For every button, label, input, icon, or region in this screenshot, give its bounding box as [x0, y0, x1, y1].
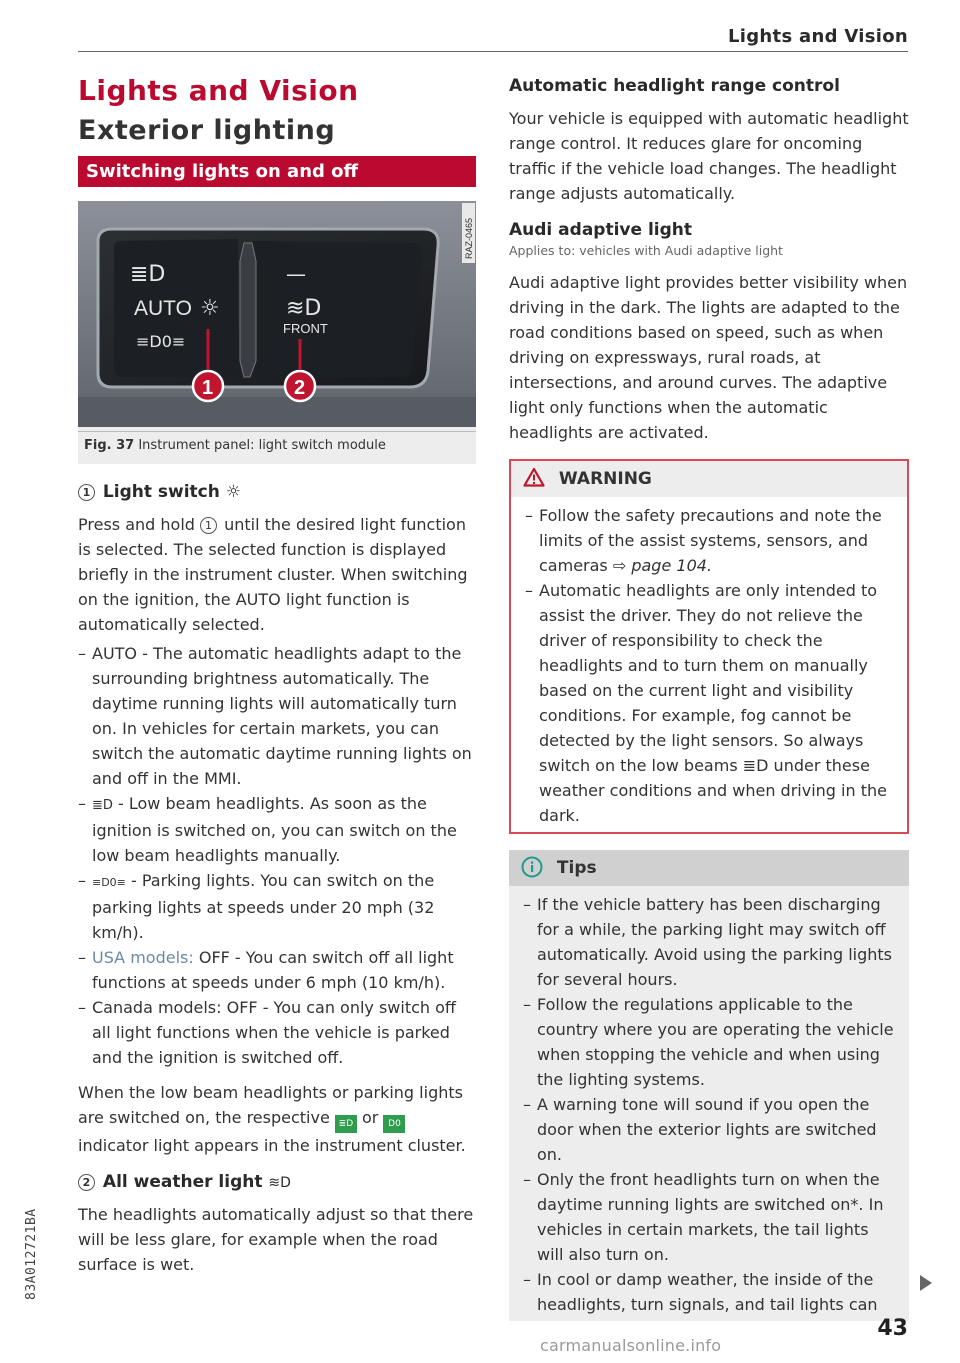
- light-switch-body: [78, 512, 476, 1158]
- light-function-list: [78, 641, 476, 1070]
- list-item-usa: [78, 945, 476, 995]
- applies-to-note: Applies to: vehicles with Audi adaptive light: [509, 243, 783, 258]
- list-item-canada: – Canada models: OFF - You can only switch off all light functions when the vehicle is parked and the ignition is switched off.: [78, 995, 476, 1070]
- all-weather-icon: ≋D: [268, 1175, 291, 1191]
- front-label: FRONT: [283, 321, 328, 336]
- list-item-parking: [78, 868, 476, 945]
- lowbeam-symbol: ≣D: [130, 262, 166, 287]
- running-header: Lights and Vision: [728, 26, 908, 47]
- list-item-auto: – AUTO - The automatic headlights adapt to the surrounding brightness automatically. The daytime running lights will automatically turn on. In vehicles for certain markets, you can switch the automatic daytime running lights on and off in the MMI.: [78, 641, 476, 791]
- section-title: Exterior lighting: [78, 115, 336, 146]
- warning-item-1-text: Follow the safety precautions and note the limits of the assist systems, sensors, and cameras: [539, 506, 882, 575]
- intro-part-b: until the desired light function is selected. The selected function is displayed briefly in the instrument cluster. When switching on the ignition, the AUTO light function is automatically selected.: [78, 515, 468, 634]
- callout-1-label: 1: [202, 377, 214, 399]
- page-reference-link[interactable]: ⇨ page 104.: [612, 556, 713, 575]
- tip-item-3: – A warning tone will sound if you open the door when the exterior lights are switched on.: [523, 1092, 895, 1167]
- parking-icon: ≡D0≡: [92, 876, 126, 889]
- list-item-lowbeam: [78, 791, 476, 868]
- warning-title: WARNING: [558, 469, 652, 489]
- inline-marker-1: 1: [200, 517, 217, 534]
- warning-item-1: [525, 503, 893, 578]
- light-switch-photo: [78, 201, 476, 427]
- tips-header: [509, 850, 909, 886]
- adaptive-heading: Audi adaptive light: [509, 220, 692, 240]
- light-switch-title: Light switch: [102, 482, 220, 502]
- lowbeam-icon: ≣D: [92, 798, 113, 813]
- all-weather-title: All weather light: [102, 1172, 263, 1192]
- right-column: [509, 76, 909, 1321]
- figure-code: RAZ-0465: [464, 217, 474, 259]
- header-rule: [78, 51, 908, 52]
- parking-indicator-icon: D0: [383, 1115, 405, 1133]
- all-weather-body: [78, 1202, 476, 1277]
- item-1-marker: 1: [78, 484, 95, 501]
- chapter-title: Lights and Vision: [78, 74, 359, 107]
- intro-part-a: Press and hold: [78, 515, 195, 534]
- warning-list: [511, 497, 907, 832]
- tip-item-4: – Only the front headlights turn on when the daytime running lights are switched on*. In vehicles in certain markets, the tail lights will also turn on.: [523, 1167, 895, 1267]
- figure-37: [78, 201, 476, 464]
- caption-number: Fig. 37: [84, 438, 135, 453]
- auto-range-text: Your vehicle is equipped with automatic headlight range control. It reduces glare for oncoming traffic if the vehicle load changes. The headlight range adjusts automatically.: [509, 109, 909, 203]
- item-2-marker: 2: [78, 1174, 95, 1191]
- adaptive-text: Audi adaptive light provides better visibility when driving in the dark. The lights are adapted to the road conditions based on speed, such as when driving on expressways, rural roads, at intersections, and around curves. The adaptive light only functions when the automatic headlights are activated.: [509, 273, 908, 442]
- usa-label: USA models:: [92, 948, 194, 967]
- parking-text: - Parking lights. You can switch on the parking lights at speeds under 20 mph (32 km/h).: [92, 871, 435, 942]
- auto-range-heading: Automatic headlight range control: [509, 76, 840, 96]
- warning-triangle-icon: [523, 467, 545, 487]
- off-mark: —: [286, 262, 306, 286]
- caption-text: Instrument panel: light switch module: [138, 438, 386, 453]
- warning-box: [509, 459, 909, 834]
- info-icon: [521, 856, 543, 878]
- watermark: carmanualsonline.info: [540, 1336, 722, 1355]
- topic-bar: Switching lights on and off: [78, 156, 476, 187]
- left-column: [78, 74, 476, 1277]
- document-code: 83A012721BA: [24, 1208, 39, 1300]
- tips-list: [509, 886, 909, 1321]
- sun-icon: ☼: [225, 482, 242, 502]
- sun-symbol: ☼: [200, 296, 220, 321]
- tip-item-1: – If the vehicle battery has been discharging for a while, the parking light may switch off automatically. Avoid using the parking lights for several hours.: [523, 892, 895, 992]
- lowbeam-text: - Low beam headlights. As soon as the ignition is switched on, you can switch on the low beam headlights manually.: [92, 794, 457, 865]
- indicator-text-a: When the low beam headlights or parking lights are switched on, the respective: [78, 1083, 463, 1127]
- tips-title: Tips: [556, 858, 597, 878]
- light-switch-intro: [78, 512, 476, 637]
- auto-label: AUTO: [134, 297, 192, 320]
- indicator-text-b: indicator light appears in the instrument cluster.: [78, 1136, 466, 1155]
- continue-arrow-icon: [920, 1275, 932, 1291]
- tips-box: [509, 850, 909, 1321]
- all-weather-text: The headlights automatically adjust so that there will be less glare, for example when the road surface is wet.: [78, 1205, 474, 1274]
- figure-caption: [78, 431, 476, 464]
- parking-symbol: ≡D0≡: [136, 332, 186, 351]
- allweather-symbol: ≋D: [286, 296, 322, 321]
- all-weather-heading: [78, 1172, 476, 1192]
- indicator-paragraph: [78, 1080, 476, 1158]
- page-number: 43: [877, 1316, 908, 1341]
- warning-item-2: – Automatic headlights are only intended to assist the driver. They do not relieve the driver of responsibility to check the headlights and to turn them on manually based on the current light and visibility conditions. For example, fog cannot be detected by the light sensors. So always switch on the low beams ≣D under these weather conditions and when driving in the dark.: [525, 578, 893, 828]
- callout-2-label: 2: [294, 377, 306, 399]
- usa-text: OFF - You can switch off all light functions at speeds under 6 mph (10 km/h).: [92, 948, 454, 992]
- lowbeam-indicator-icon: ≣D: [335, 1115, 357, 1133]
- tip-item-2: – Follow the regulations applicable to the country where you are operating the vehicle when stopping the vehicle and when using the lighting systems.: [523, 992, 895, 1092]
- light-switch-heading: [78, 482, 476, 502]
- warning-header: [511, 461, 907, 497]
- tip-item-5: – In cool or damp weather, the inside of the headlights, turn signals, and tail lights can: [523, 1267, 895, 1317]
- indicator-or: or: [362, 1108, 379, 1127]
